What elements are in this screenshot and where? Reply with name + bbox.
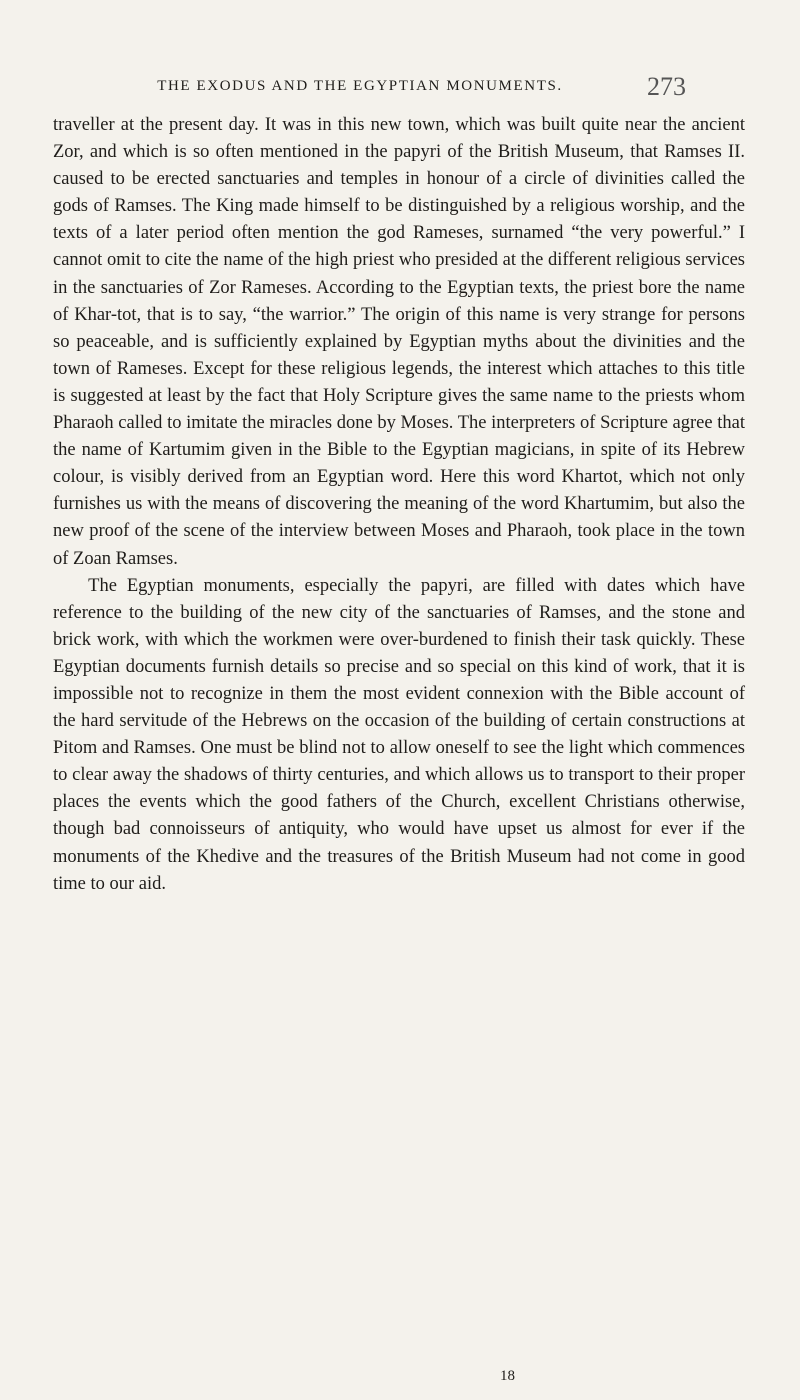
printer-signature-mark: 18 bbox=[500, 1368, 515, 1384]
paragraph: traveller at the present day. It was in this new town, which was built quite near the ancient Zor, and which is so often mentioned in the papyri of the British Museum, that Ramses II. caused to be erected sanctuaries and temples in honour of a circle of divinities called the gods of Ramses. The King made himself to be distinguished by a religious worship, and the texts of a later period often mention the god Rameses, surnamed “the very powerful.” I cannot omit to cite the name of the high priest who presided at the different religious services in the sanctuaries of Zor Rameses. According to the Egyptian texts, the priest bore the name of Khar-tot, that is to say, “the warrior.” The origin of this name is very strange for persons so peaceable, and is sufficiently explained by Egyptian myths about the divinities and the town of Rameses. Except for these religious legends, the interest which attaches to this title is suggested at least by the fact that Holy Scripture gives the same name to the priests whom Pharaoh called to imitate the miracles done by Moses. The interpreters of Scripture agree that the name of Kartumim given in the Bible to the Egyptian magicians, in spite of its Hebrew colour, is visibly derived from an Egyptian word. Here this word Khartot, which not only furnishes us with the means of discovering the meaning of the word Khartumim, but also the new proof of the scene of the interview between Moses and Pharaoh, took place in the town of Zoan Ramses. bbox=[53, 115, 745, 569]
body-text bbox=[53, 112, 745, 898]
page-number: 273 bbox=[647, 72, 686, 101]
running-title: THE EXODUS AND THE EGYPTIAN MONUMENTS. bbox=[157, 78, 563, 94]
paragraph: The Egyptian monuments, especially the papyri, are filled with dates which have reference to the building of the new city of the sanctuaries of Ramses, and the stone and brick work, with which the workmen were over-burdened to finish their task quickly. These Egyptian documents furnish details so precise and so special on this kind of work, that it is impossible not to recognize in them the most evident connexion with the Bible account of the hard servitude of the Hebrews on the occasion of the building of certain constructions at Pitom and Ramses. One must be blind not to allow oneself to see the light which commences to clear away the shadows of thirty centuries, and which allows us to transport to their proper places the events which the good fathers of the Church, excellent Christians otherwise, though bad connoisseurs of antiquity, who would have upset us almost for ever if the monuments of the Khedive and the treasures of the British Museum had not come in good time to our aid. bbox=[53, 575, 745, 894]
